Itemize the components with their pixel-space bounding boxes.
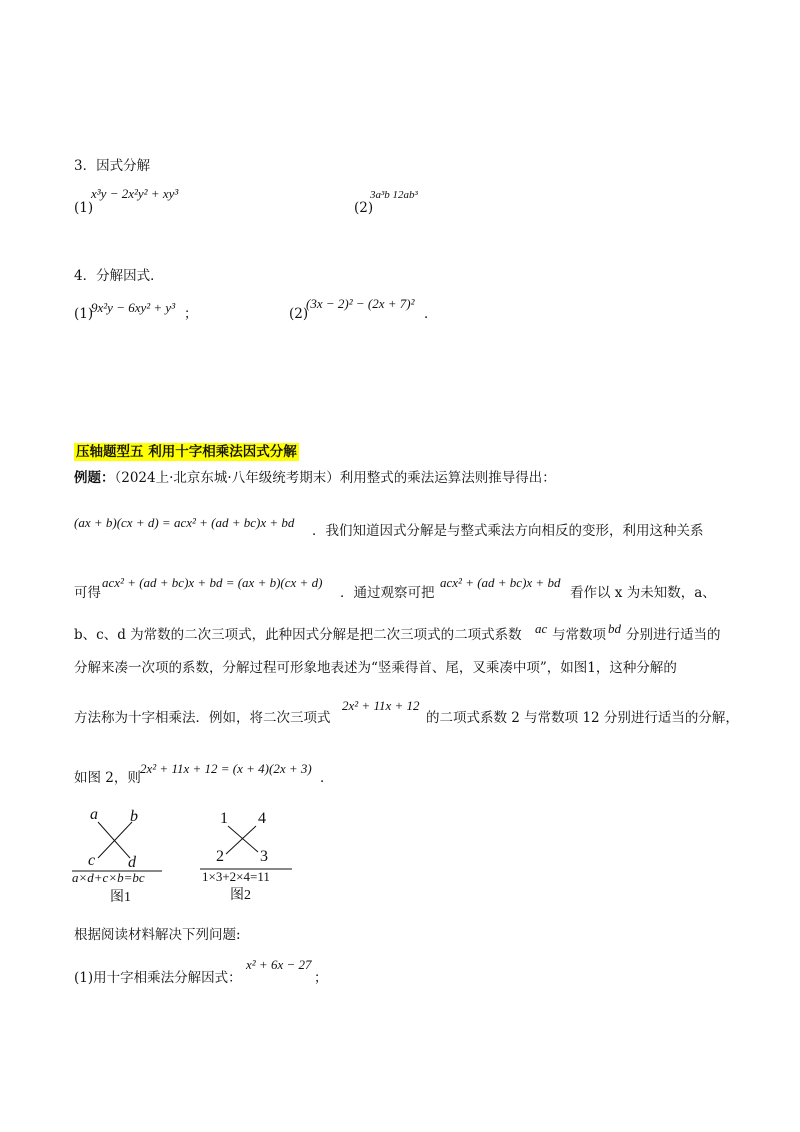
trinomial-expression: acx² + (ad + bc)x + bd [440,575,561,590]
q4-part2-number: (2) [289,306,309,322]
paragraph-line-4: 分解来凑一次项的系数，分解过程可形象地表述为“竖乘得首、尾，叉乘凑中项”，如图1，这种分解的 [74,660,677,676]
figure-2-caption: 图2 [230,888,251,903]
question-3-title: 3．因式分解 [74,158,151,174]
figure-1-formula: a×d+c×b=bc [72,870,145,885]
paragraph-line-6-start: 如图 2，则 [74,770,141,786]
figure-2-num-3: 3 [260,848,268,865]
figure-2-num-4: 4 [258,810,266,827]
question-4-title: 4．分解因式． [74,268,164,284]
figure-1-d: d [128,854,136,871]
q3-part1-expression: x³y − 2x²y² + xy³ [91,186,179,201]
q4-part1-punct: ； [184,306,198,322]
figure-2-num-2: 2 [216,848,224,865]
figure-1-b: b [130,808,138,825]
paragraph-line-3-end: 分别进行适当的 [626,627,721,643]
q4-part2-punct: ． [424,306,438,322]
tasks-intro: 根据阅读材料解决下列问题: [74,927,241,943]
paragraph-line-6-end: ． [320,770,334,786]
paragraph-line-5-start: 方法称为十字相乘法．例如，将二次三项式 [74,710,331,726]
section-heading [74,440,299,460]
figure-2-formula: 1×3+2×4=11 [202,869,270,884]
section-heading-text: 压轴题型五 利用十字相乘法因式分解 [76,444,297,460]
figure-2-cross-lines [198,808,298,878]
paragraph-line-2-end: 看作以 x 为未知数，a、 [570,585,716,601]
expansion-formula: (ax + b)(cx + d) = acx² + (ad + bc)x + bd [74,515,295,530]
figure-2-num-1: 1 [220,810,228,827]
paragraph-line-1: ．我们知道因式分解是与整式乘法方向相反的变形，利用这种关系 [312,523,704,539]
task-1-text: (1)用十字相乘法分解因式： [74,970,242,986]
factorization-formula: acx² + (ad + bc)x + bd = (ax + b)(cx + d) [102,575,323,590]
example-source: （2024上·北京东城·八年级统考期末）利用整式的乘法运算法则推导得出： [114,470,556,486]
figure-1-cross-lines [70,808,170,878]
paragraph-line-2-start: 可得 [74,585,101,601]
task-1-expression: x² + 6x − 27 [246,957,312,972]
q3-part1-number: (1) [74,200,94,216]
q4-part2-expression: (3x − 2)² − (2x + 7)² [306,296,415,311]
example-factorization: 2x² + 11x + 12 = (x + 4)(2x + 3) [140,761,312,776]
figure-1-a: a [90,806,98,823]
paragraph-line-3-mid: 与常数项 [552,627,606,643]
figure-1-caption: 图1 [110,890,131,905]
coefficient-ac: ac [535,621,548,636]
paragraph-line-5-end: 的二项式系数 2 与常数项 12 分别进行适当的分解， [426,710,739,726]
paragraph-line-2-mid: ．通过观察可把 [340,585,435,601]
figure-1 [70,808,170,908]
q4-part1-expression: 9x²y − 6xy² + y³ [91,300,176,315]
q3-part2-expression: 3a³b 12ab³ [370,189,418,201]
figure-2-line-4-2 [226,826,256,854]
figure-2 [198,808,298,908]
example-label: 例题： [74,470,115,486]
paragraph-line-3-start: b、c、d 为常数的二次三项式，此种因式分解是把二次三项式的二项式系数 [74,627,522,643]
q4-part1-number: (1) [74,306,94,322]
figure-1-c: c [88,852,96,869]
example-trinomial: 2x² + 11x + 12 [342,698,420,713]
q3-part2-number: (2) [354,200,374,216]
task-1-punct: ； [314,970,328,986]
example-intro [74,468,556,488]
constant-bd: bd [608,621,621,636]
